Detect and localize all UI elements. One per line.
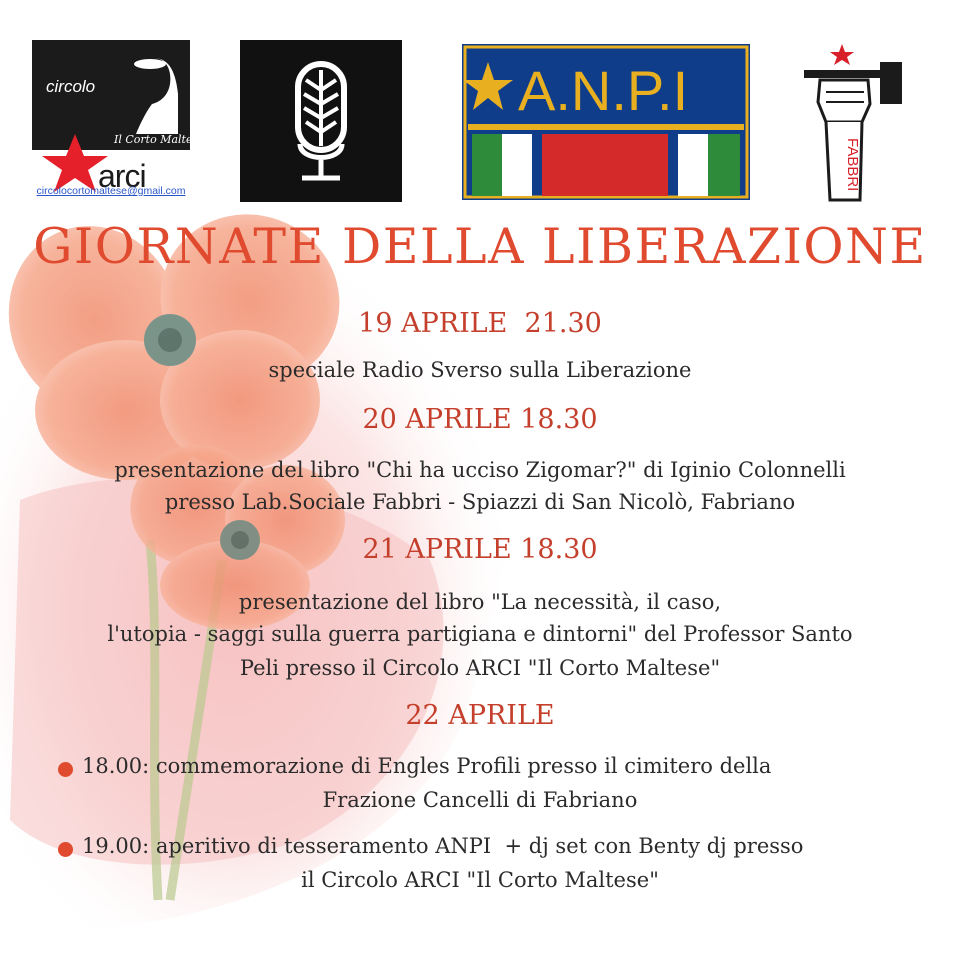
anpi-emblem [462,44,750,200]
event-item-line: Frazione Cancelli di Fabriano [322,788,638,812]
logo-corto-maltese-text: Il Corto Maltese [114,133,205,146]
logo-arci-text: arci [98,158,146,194]
fabbri-logo [790,40,920,204]
fist-hammer-icon [790,40,920,204]
event-date: 19 APRILE 21.30 [358,308,602,339]
event-description: l'utopia - saggi sulla guerra partigiana e dintorni" del Professor Santo [107,622,853,646]
arci-corto-maltese-logo [32,40,205,200]
page-title: GIORNATE DELLA LIBERAZIONE [33,218,927,275]
event-date: 20 APRILE 18.30 [362,404,598,435]
event-item-line: il Circolo ARCI "Il Corto Maltese" [301,868,659,892]
corto-maltese-silhouette-icon [130,54,178,134]
anpi-logo [462,44,750,200]
bullet-dot [58,842,73,857]
logo-email[interactable]: circolocortomaltese@gmail.com [36,185,186,197]
event-description: presentazione del libro "La necessità, il caso, [238,590,722,614]
anpi-text: A.N.P.I [518,59,689,122]
event-description: presentazione del libro "Chi ha ucciso Zigomar?" di Iginio Colonnelli [114,458,846,482]
event-description: speciale Radio Sverso sulla Liberazione [268,358,692,382]
event-description: presso Lab.Sociale Fabbri - Spiazzi di San Nicolò, Fabriano [164,490,796,514]
radio-sverso-logo [240,40,402,202]
event-item-line: 18.00: commemorazione di Engles Profili presso il cimitero della [82,754,772,778]
fabbri-text: FABBRI [844,138,861,192]
event-description: Peli presso il Circolo ARCI "Il Corto Maltese" [239,656,721,680]
event-item-line: 19.00: aperitivo di tesseramento ANPI + dj set con Benty dj presso [82,834,804,858]
microphone-wheat-icon [240,40,402,202]
event-date: 21 APRILE 18.30 [362,534,598,565]
event-date: 22 APRILE [405,700,555,731]
bullet-dot [58,762,73,777]
logo-circolo-text: circolo [46,77,96,96]
